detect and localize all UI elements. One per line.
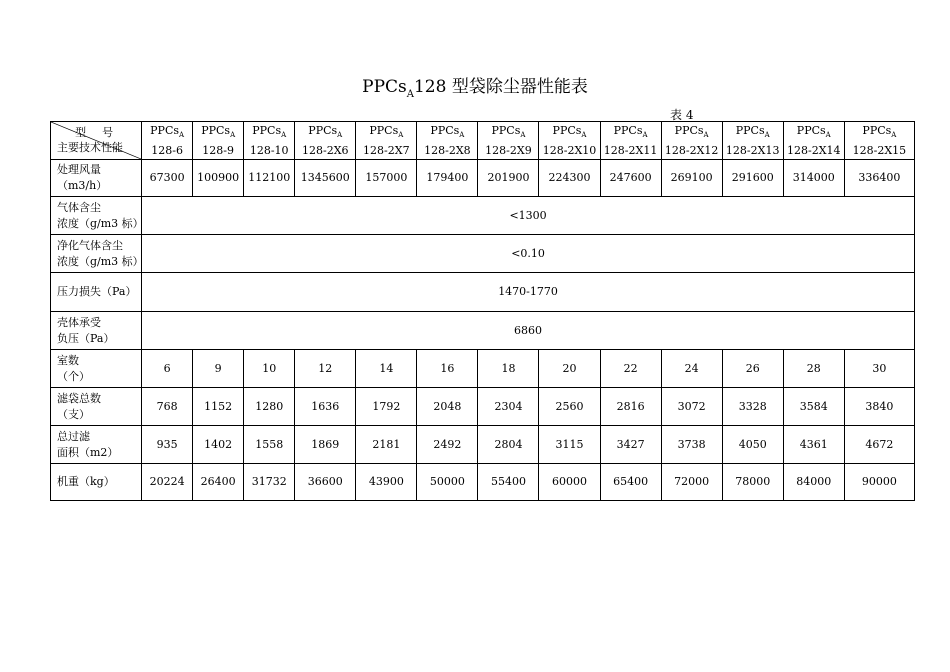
title-main: PPCs [362,77,407,97]
table-cell: 3328 [722,388,783,426]
row-label: 壳体承受 负压（Pa） [51,312,142,350]
table-cell: 12 [295,350,356,388]
table-cell: 768 [142,388,193,426]
table-cell-merged: 6860 [142,312,915,350]
table-row-filter-area [51,426,915,464]
row-label: 机重（kg） [51,464,142,501]
table-cell: 31732 [244,464,295,501]
table-cell-merged: <1300 [142,197,915,235]
table-cell: 3072 [661,388,722,426]
model-header: PPCs$_A$ 128-2X9 [478,122,539,160]
table-row-weight [51,464,915,501]
table-cell: 2304 [478,388,539,426]
title-sub: A [406,89,414,100]
table-cell-merged: <0.10 [142,235,915,273]
table-cell: 1280 [244,388,295,426]
corner-top-label: 型号 [75,126,130,139]
table-cell: 28 [783,350,844,388]
table-cell: 9 [193,350,244,388]
table-cell: 4361 [783,426,844,464]
table-cell: 20224 [142,464,193,501]
table-cell: 72000 [661,464,722,501]
table-cell: 336400 [844,160,914,197]
model-header: PPCs$_A$ 128-2X12 [661,122,722,160]
table-row-outlet-dust [51,235,915,273]
model-header: PPCs$_A$ 128-2X11 [600,122,661,160]
title-rest: 128 型袋除尘器性能表 [413,77,588,97]
table-cell: 67300 [142,160,193,197]
table-cell: 24 [661,350,722,388]
table-cell: 112100 [244,160,295,197]
table-row-pressure-loss [51,273,915,312]
table-cell: 43900 [356,464,417,501]
table-cell: 247600 [600,160,661,197]
row-label: 净化气体含尘 浓度（g/m3 标） [51,235,142,273]
table-cell: 314000 [783,160,844,197]
table-cell: 2816 [600,388,661,426]
row-label: 滤袋总数 （支） [51,388,142,426]
table-cell: 2181 [356,426,417,464]
table-cell: 3840 [844,388,914,426]
table-cell: 20 [539,350,600,388]
corner-bottom-label: 主要技术性能 [57,141,123,154]
table-number: 表 4 [670,108,694,122]
table-cell: 201900 [478,160,539,197]
table-cell: 1152 [193,388,244,426]
table-cell: 2048 [417,388,478,426]
row-label: 总过滤 面积（m2） [51,426,142,464]
table-row-chambers [51,350,915,388]
model-header: PPCs$_A$ 128-2X8 [417,122,478,160]
row-label: 处理风量 （m3/h） [51,160,142,197]
table-cell: 935 [142,426,193,464]
model-header: PPCs$_A$ 128-2X7 [356,122,417,160]
table-cell: 179400 [417,160,478,197]
table-cell: 78000 [722,464,783,501]
table-cell: 26400 [193,464,244,501]
table-cell: 2492 [417,426,478,464]
table-cell: 3115 [539,426,600,464]
table-cell: 3738 [661,426,722,464]
model-header: PPCs$_A$ 128-9 [193,122,244,160]
table-cell: 65400 [600,464,661,501]
performance-table [50,121,915,501]
model-header: PPCs$_A$ 128-2X10 [539,122,600,160]
table-cell: 30 [844,350,914,388]
model-header: PPCs$_A$ 128-2X14 [783,122,844,160]
table-cell: 26 [722,350,783,388]
table-cell: 50000 [417,464,478,501]
row-label: 室数 （个） [51,350,142,388]
model-header: PPCs$_A$ 128-2X6 [295,122,356,160]
table-row-airflow [51,160,915,197]
row-label: 气体含尘 浓度（g/m3 标） [51,197,142,235]
table-cell: 291600 [722,160,783,197]
table-cell: 16 [417,350,478,388]
table-cell: 4672 [844,426,914,464]
table-cell: 2560 [539,388,600,426]
table-cell: 10 [244,350,295,388]
model-header: PPCs$_A$ 128-2X13 [722,122,783,160]
table-cell: 22 [600,350,661,388]
table-cell: 18 [478,350,539,388]
table-cell: 1558 [244,426,295,464]
table-row-inlet-dust [51,197,915,235]
table-cell: 14 [356,350,417,388]
model-header: PPCs$_A$ 128-6 [142,122,193,160]
header-corner [51,122,142,160]
table-cell: 4050 [722,426,783,464]
table-row-bags [51,388,915,426]
table-cell: 1402 [193,426,244,464]
table-cell: 1792 [356,388,417,426]
table-cell: 90000 [844,464,914,501]
table-cell: 1869 [295,426,356,464]
table-cell-merged: 1470-1770 [142,273,915,312]
model-header: PPCs$_A$ 128-2X15 [844,122,914,160]
table-cell: 3584 [783,388,844,426]
page-title [0,72,950,100]
table-cell: 6 [142,350,193,388]
table-cell: 60000 [539,464,600,501]
table-cell: 157000 [356,160,417,197]
table-cell: 84000 [783,464,844,501]
model-header: PPCs$_A$ 128-10 [244,122,295,160]
table-cell: 3427 [600,426,661,464]
table-row-shell-pressure [51,312,915,350]
row-label: 压力损失（Pa） [51,273,142,312]
table-cell: 100900 [193,160,244,197]
table-cell: 55400 [478,464,539,501]
table-cell: 36600 [295,464,356,501]
table-cell: 1636 [295,388,356,426]
table-cell: 1345600 [295,160,356,197]
table-cell: 224300 [539,160,600,197]
table-cell: 269100 [661,160,722,197]
table-cell: 2804 [478,426,539,464]
header-row [51,122,915,160]
